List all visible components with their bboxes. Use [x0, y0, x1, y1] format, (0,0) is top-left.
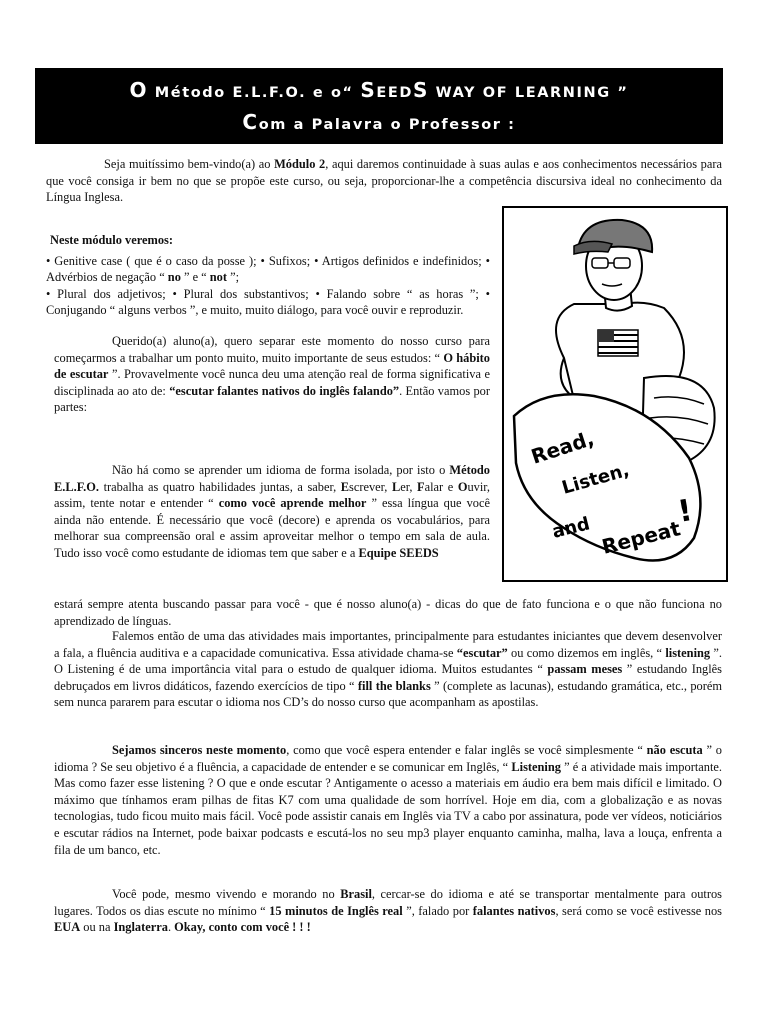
student-illustration — [502, 206, 728, 582]
paragraph-falemos: Falemos então de uma das atividades mais importantes, principalmente para estudantes iniciantes que devem desenvolver a fala, a fluência auditiva e a capacidade comunicativa. Essa atividade chama-se “escutar” ou como dizemos em inglês, “ listening ”. O Listening é de uma importância vital para o estudo de qualquer idioma. Muitos estudantes “ passam meses ” estudando Inglês debruçados em livros didáticos, fazendo exercícios de tipo “ fill the blanks ” (complete as lacunas), estudando gramática, etc., porém sem nunca pararem para escutar o idioma nos CD’s do nosso curso que acompanham as apostilas. — [54, 629, 723, 710]
module-heading: Neste módulo veremos: — [50, 233, 173, 247]
intro-paragraph: Seja muitíssimo bem-vindo(a) ao Módulo 2, aqui daremos continuidade à suas aulas e aos conhecimentos necessários para que você consiga ir bem no que se propõe este curso, ou seja, proporcionar-lhe a competência discursiva ideal no conhecimento da Língua Inglesa. — [46, 157, 722, 205]
paragraph-nao-ha-end: estará sempre atenta buscando passar para você - que é nosso aluno(a) - dicas do que de fato funciona e o que não funciona no aprendizado de línguas. — [54, 597, 722, 628]
paragraph-voce-pode: Você pode, mesmo vivendo e morando no Brasil, cercar-se do idioma e até se transportar mentalmente para outros lugares. Todos os dias escute no mínimo “ 15 minutos de Inglês real ”, falado por falantes nativos, será como se você estivesse nos EUA ou na Inglaterra. Okay, conto com você ! ! ! — [54, 887, 722, 935]
module-topics-1: • Genitive case ( que é o caso da posse ); • Sufixos; • Artigos definidos e indefinidos; • Advérbios de negação “ no ” e “ not ”; — [46, 253, 490, 285]
paragraph-sejamos: Sejamos sinceros neste momento, como que você espera entender e falar inglês se você simplesmente “ não escuta ” o idioma ? Se seu objetivo é a fluência, a capacidade de entender e se comunicar em Inglês, “ Listening ” é a atividade mais importante. Mas como fazer esse listening ? O que e onde escutar ? Antigamente o acesso a materiais em áudio era bem mais difícil e limitado. O máximo que tínhamos eram pilhas de fitas K7 com uma qualidade de som horrível. Hoje em dia, com a globalização e as novas tecnologias, tudo ficou muito mais fácil. Você pode assistir canais em Inglês via TV a cabo por assinatura, pode ver vídeos, noticiários e escutar rádios na Internet, pode baixar podcasts e escutá-los no seu mp3 player enquanto caminha, malha, lava a louça, enfrenta a fila de um banco, etc. — [54, 743, 722, 857]
paragraph-querido: Querido(a) aluno(a), quero separar este momento do nosso curso para começarmos a trabalhar um ponto muito, muito importante de seus estudos: “ O hábito de escutar ”. Provavelmente você nunca deu uma atenção real de forma significativa e disciplinada ao ato de: “escutar falantes nativos do inglês falando”. Então vamos por partes: — [54, 333, 490, 415]
paragraph-nao-ha: Não há como se aprender um idioma de forma isolada, por isto o Método E.L.F.O. trabalha as quatro habilidades juntas, a saber, Escrever, Ler, Falar e Ouvir, assim, tente notar e entender “ como você aprende melhor ” essa língua que você ainda não entende. É necessário que você (decore) e aprenda os vocabulários, para melhorar sua compreensão oral e assim aproveitar melhor o tempo em sala de aula. Tudo isso você como estudante de idiomas tem que saber e a Equipe SEEDS — [54, 463, 491, 560]
left-column — [46, 232, 490, 416]
sign-exclaim: ! — [675, 493, 695, 530]
sign-and: and — [550, 513, 592, 543]
sign-listen: Listen, — [559, 459, 632, 499]
title-banner — [35, 68, 723, 144]
title-line-1: O Método E.L.F.O. e o“ SEEDS WAY OF LEARNING ” — [129, 78, 629, 102]
module-topics-2: • Plural dos adjetivos; • Plural dos substantivos; • Falando sobre “ as horas ”; • Conjugando “ alguns verbos ”, e muito, muito diálogo, para você ouvir e reproduzir. — [46, 286, 490, 318]
sign-read: Read, — [528, 426, 597, 469]
student-drawing — [504, 208, 726, 580]
sign-repeat: Repeat — [599, 516, 683, 559]
title-line-2: Com a Palavra o Professor : — [242, 110, 516, 134]
